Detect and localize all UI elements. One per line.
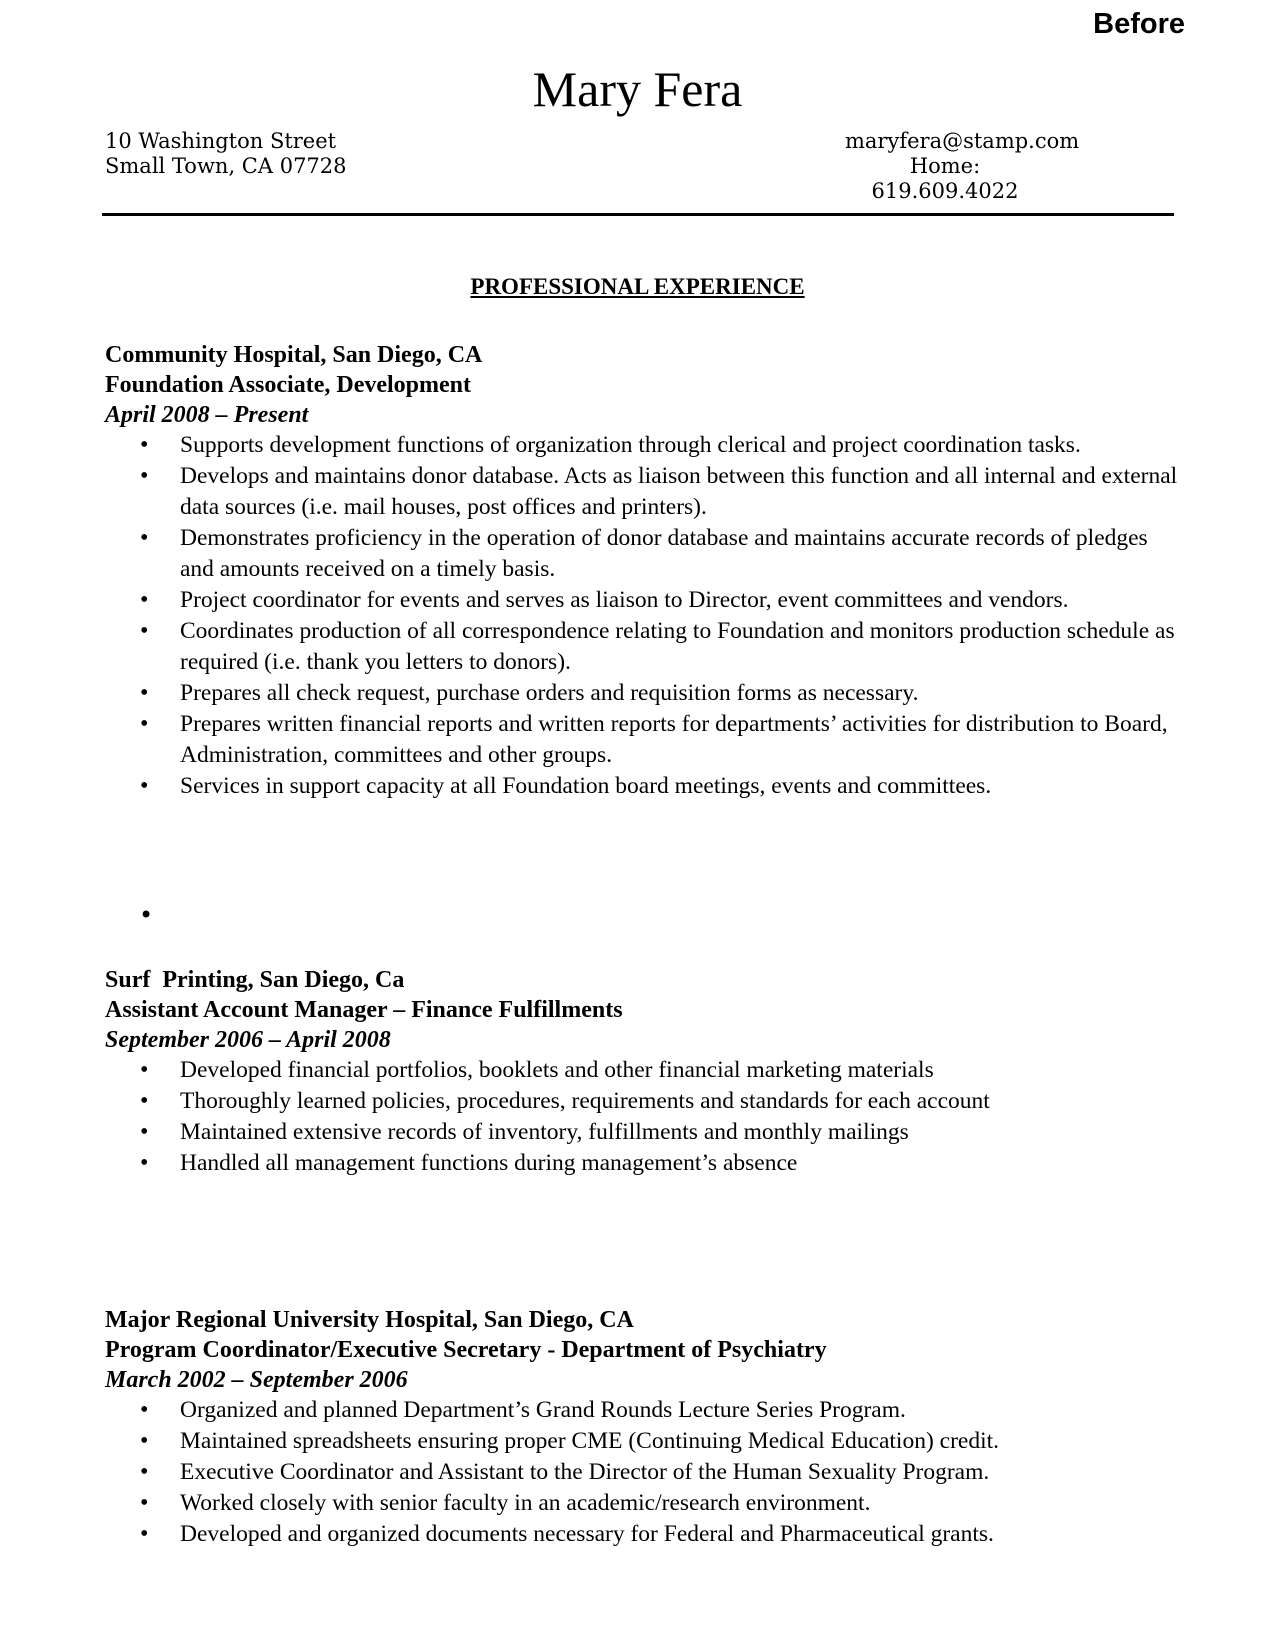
contact-block: [845, 129, 1080, 204]
duty-item: • Thoroughly learned policies, procedures, requirements and standards for each account: [105, 1086, 1185, 1117]
resume-name: Mary Fera: [532, 61, 743, 117]
duty-item: • Worked closely with senior faculty in an academic/research environment.: [105, 1488, 1185, 1519]
before-label: Before: [1093, 8, 1185, 40]
duty-item: • Developed financial portfolios, booklets and other financial marketing materials: [105, 1055, 1185, 1086]
duty-item: • Supports development functions of organization through clerical and project coordination tasks.: [105, 430, 1185, 461]
job-dates: March 2002 – September 2006: [105, 1367, 408, 1393]
duty-item: • Prepares written financial reports and written reports for departments’ activities for distribution to Board, Administration, committees and other groups.: [105, 709, 1185, 771]
section-title-professional-experience: PROFESSIONAL EXPERIENCE: [470, 274, 805, 299]
empty-bullet: •: [139, 901, 154, 929]
job-duties-list: [105, 1055, 1185, 1179]
job-title: Foundation Associate, Development: [105, 372, 471, 398]
address-block: [105, 129, 347, 179]
address-line-1: 10 Washington Street: [105, 129, 337, 153]
job-duties-list: [105, 430, 1185, 802]
duty-item: • Handled all management functions during management’s absence: [105, 1148, 1185, 1179]
duty-item: • Project coordinator for events and serves as liaison to Director, event committees and vendors.: [105, 585, 1185, 616]
header-divider: [102, 213, 1174, 216]
job-employer: Community Hospital, San Diego, CA: [105, 342, 483, 368]
duty-item: • Coordinates production of all correspondence relating to Foundation and monitors production schedule as required (i.e. thank you letters to donors).: [105, 616, 1185, 678]
job-duties-list: [105, 1395, 1185, 1550]
email-address: maryfera@stamp.com: [845, 129, 1080, 153]
home-phone: Home: 619.609.4022: [871, 154, 1019, 203]
job-employer: Major Regional University Hospital, San Diego, CA: [105, 1307, 634, 1333]
job-dates: April 2008 – Present: [105, 402, 309, 428]
duty-item: • Executive Coordinator and Assistant to the Director of the Human Sexuality Program.: [105, 1457, 1185, 1488]
job-title: Program Coordinator/Executive Secretary - Department of Psychiatry: [105, 1337, 827, 1363]
duty-item: • Maintained extensive records of inventory, fulfillments and monthly mailings: [105, 1117, 1185, 1148]
duty-item: • Maintained spreadsheets ensuring proper CME (Continuing Medical Education) credit.: [105, 1426, 1185, 1457]
job-employer: Surf Printing, San Diego, Ca: [105, 967, 405, 993]
job-title: Assistant Account Manager – Finance Fulfillments: [105, 997, 623, 1023]
duty-item: • Organized and planned Department’s Grand Rounds Lecture Series Program.: [105, 1395, 1185, 1426]
job-major-regional-hospital: [105, 1305, 1185, 1550]
duty-item: • Demonstrates proficiency in the operation of donor database and maintains accurate records of pledges and amounts received on a timely basis.: [105, 523, 1185, 585]
duty-item: • Services in support capacity at all Foundation board meetings, events and committees.: [105, 771, 1185, 802]
duty-item: • Developed and organized documents necessary for Federal and Pharmaceutical grants.: [105, 1519, 1185, 1550]
job-community-hospital: [105, 340, 1185, 802]
job-surf-printing: [105, 965, 1185, 1179]
duty-item: • Prepares all check request, purchase orders and requisition forms as necessary.: [105, 678, 1185, 709]
duty-item: • Develops and maintains donor database. Acts as liaison between this function and all internal and external data sources (i.e. mail houses, post offices and printers).: [105, 461, 1185, 523]
job-dates: September 2006 – April 2008: [105, 1027, 391, 1053]
address-line-2: Small Town, CA 07728: [105, 154, 347, 178]
